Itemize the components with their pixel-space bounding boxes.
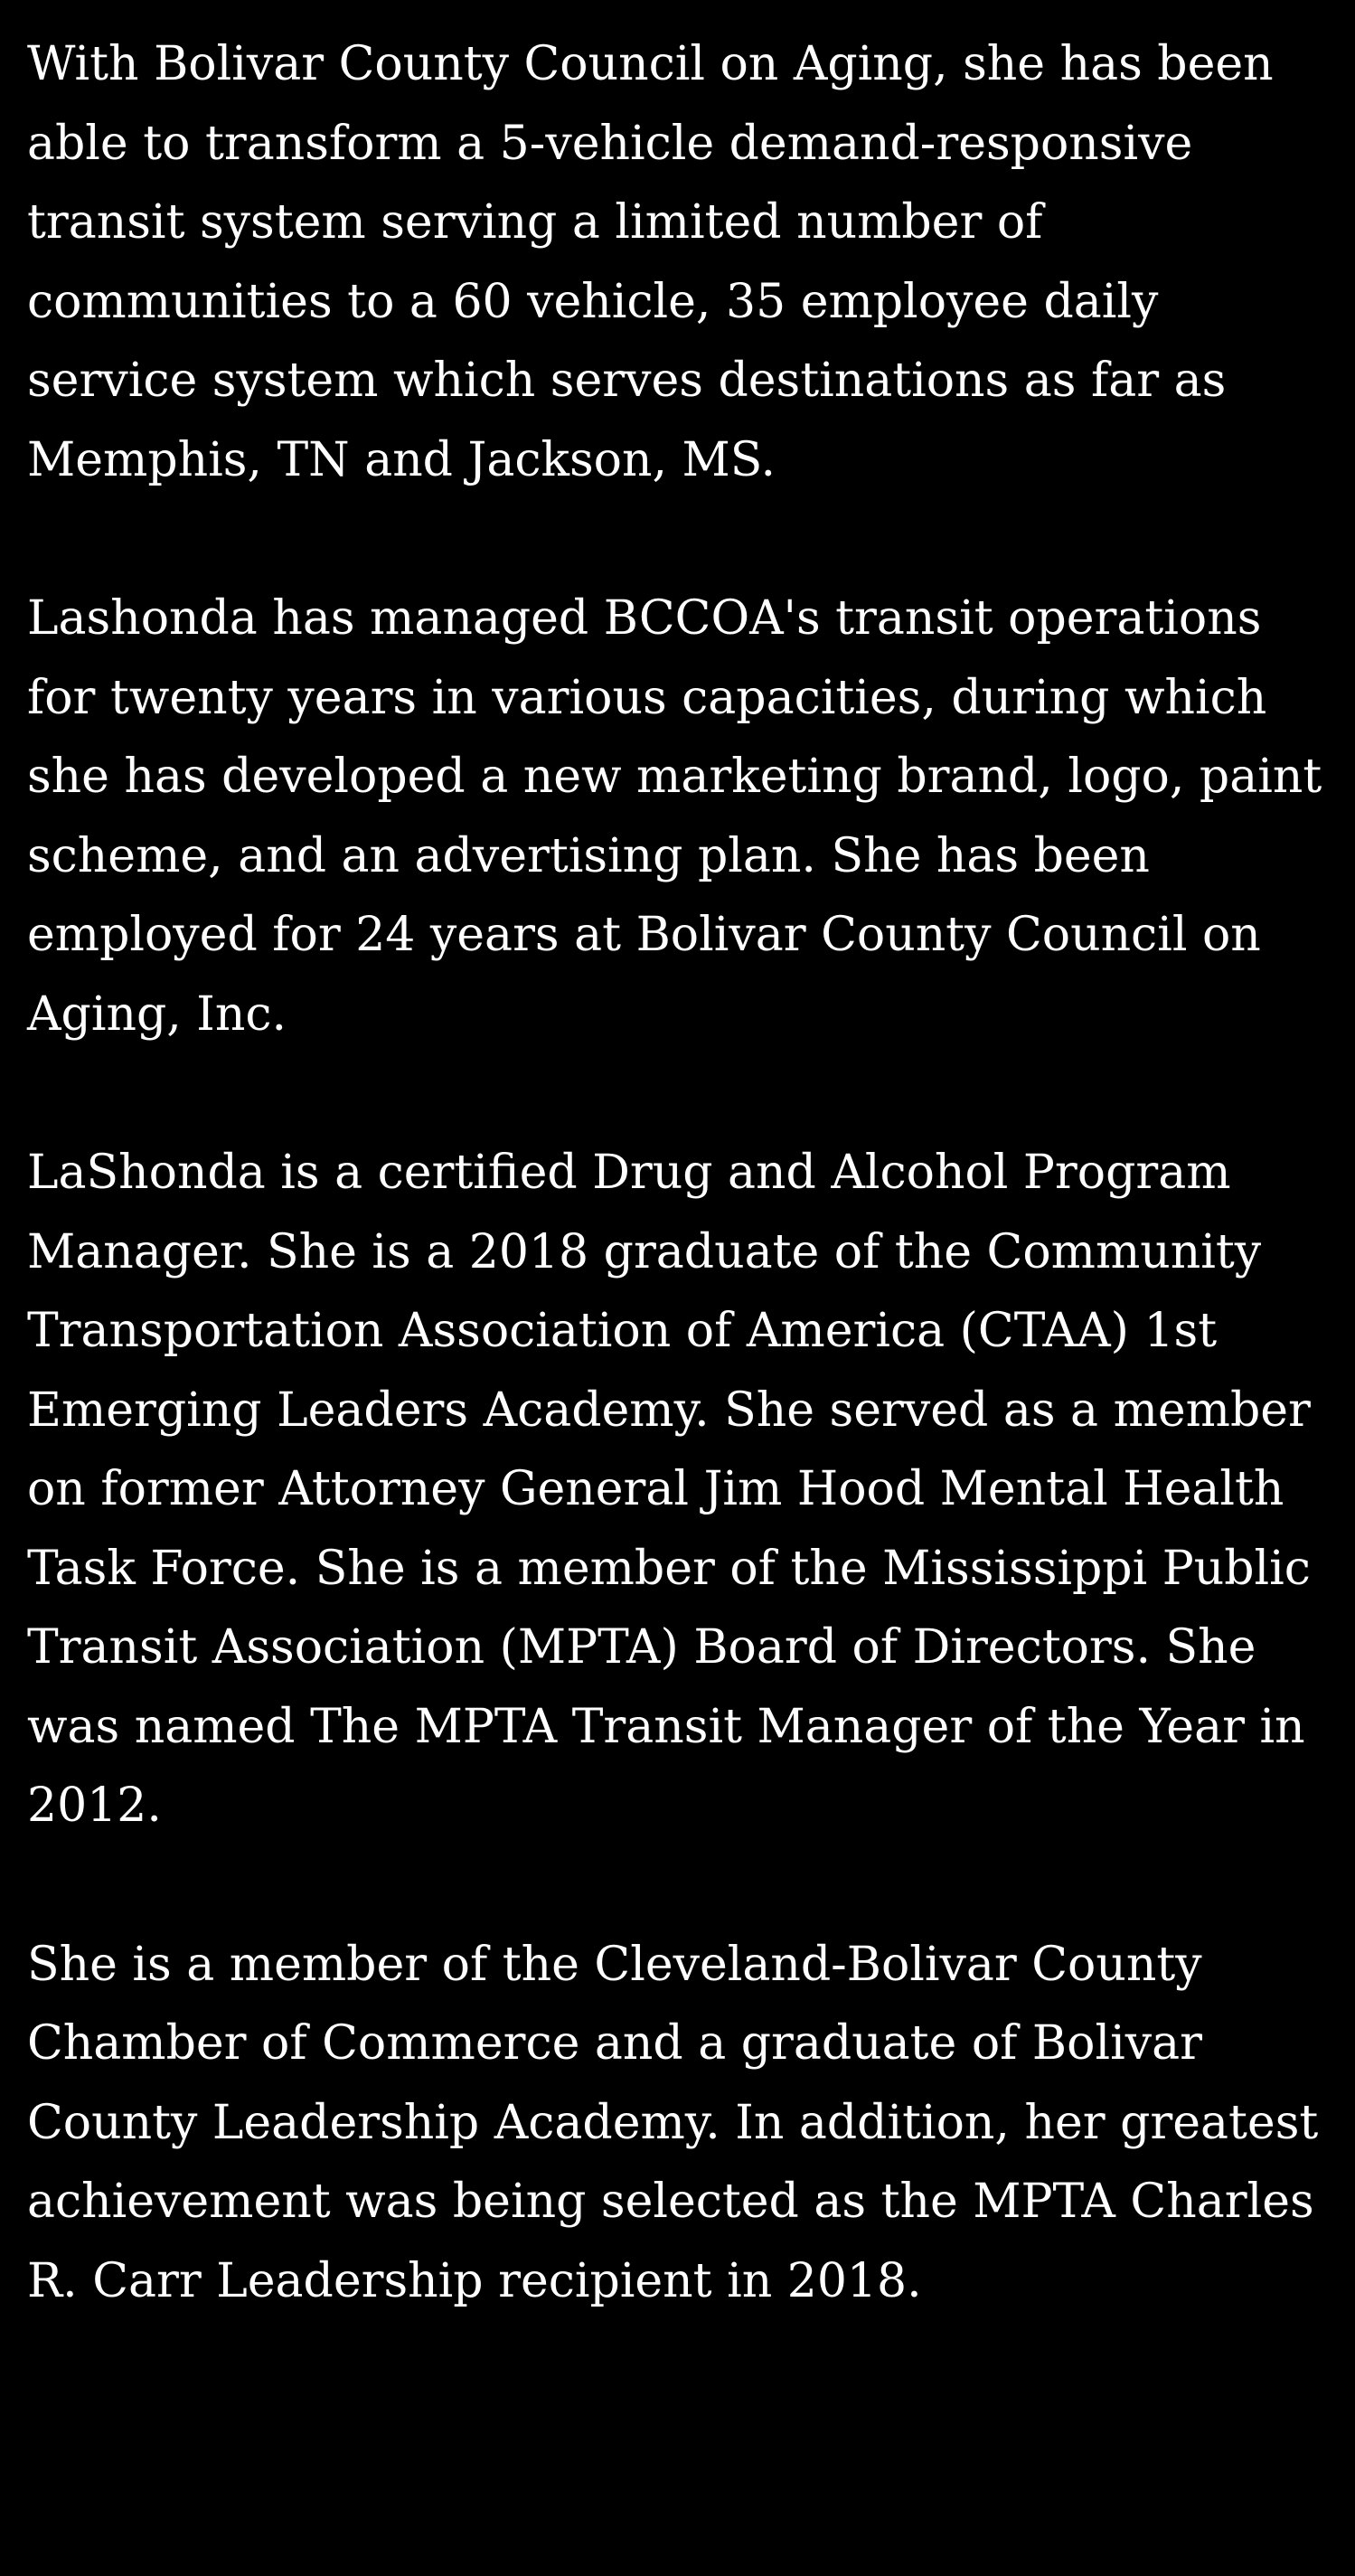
bio-paragraph-memberships: She is a member of the Cleveland-Bolivar County Chamber of Commerce and a graduate of Bolivar County Leadership Academy. In addition, her greatest achievement was being selected as the MPTA Charles R. Carr Leadership recipient in 2018.	[27, 1937, 1319, 2308]
bio-paragraph-transit-growth: With Bolivar County Council on Aging, she has been able to transform a 5-vehicle demand-responsive transit system serving a limited number of communities to a 60 vehicle, 35 employee daily service system which serves destinations as far as Memphis, TN and Jackson, MS.	[27, 37, 1274, 487]
bio-paragraph-certifications: LaShonda is a certified Drug and Alcohol Program Manager. She is a 2018 graduate of the Community Transportation Association of America (CTAA) 1st Emerging Leaders Academy. She served as a member on former Attorney General Jim Hood Mental Health Task Force. She is a member of the Mississippi Public Transit Association (MPTA) Board of Directors. She was named The MPTA Transit Manager of the Year in 2012.	[27, 1146, 1311, 1833]
bio-paragraph-transit-management: Lashonda has managed BCCOA's transit operations for twenty years in various capacities, during which she has developed a new marketing brand, logo, paint scheme, and an advertising plan. She has been employed for 24 years at Bolivar County Council on Aging, Inc.	[27, 591, 1322, 1042]
